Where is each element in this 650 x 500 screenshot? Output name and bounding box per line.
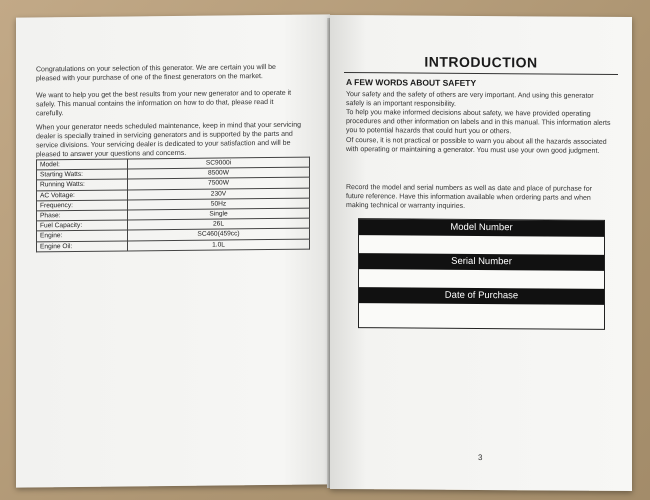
spec-value: 230V (128, 188, 310, 200)
spec-label: Engine Oil: (37, 240, 128, 251)
spec-table (36, 157, 310, 253)
spec-label: Engine: (37, 230, 128, 241)
date-of-purchase-label: Date of Purchase (359, 287, 604, 305)
spec-label: Starting Watts: (37, 169, 128, 180)
record-paragraph: Record the model and serial numbers as well as date and place of purchase for future reference. Have this information available when ordering parts and when making technical or warranty inquiries. (346, 184, 592, 210)
spec-value: 50Hz (128, 198, 310, 210)
spec-label: Fuel Capacity: (37, 220, 128, 231)
purchase-record-box (358, 218, 605, 330)
spec-value: 1.0L (128, 239, 310, 251)
right-page (330, 15, 632, 491)
spec-value: 26L (128, 218, 310, 230)
spec-label: Phase: (37, 210, 128, 221)
spec-value: SC460(459cc) (128, 228, 310, 240)
serial-number-label: Serial Number (359, 253, 604, 271)
congratulations-paragraph: Congratulations on your selection of this generator. We are certain you will be pleased with your purchase of one of the finest generators on the market. (36, 63, 276, 83)
page-title: INTRODUCTION (424, 53, 538, 71)
spec-value: 7500W (128, 177, 310, 189)
spec-value: 8500W (128, 167, 310, 179)
help-paragraph: We want to help you get the best results from your new generator and to operate it safely. This manual contains the information on how to do that, please read it carefully. (36, 89, 292, 118)
dealer-paragraph: When your generator needs scheduled maintenance, keep in mind that your servicing dealer is specially trained in servicing generators and is supported by the parts and service divisions. Your servicing dealer is dedicated to your satisfaction and will be pleased to answer your questions and concerns. (36, 121, 301, 159)
spec-label: Model: (37, 159, 128, 170)
safety-paragraph-3: Of course, it is not practical or possible to warn you about all the hazards associated with operating or maintaining a generator. You must use your own good judgment. (346, 137, 607, 155)
model-number-label: Model Number (359, 219, 604, 237)
spec-value: Single (128, 208, 310, 220)
spec-label: Running Watts: (37, 179, 128, 190)
safety-paragraph: Your safety and the safety of others are very important. And using this generator safely is an important responsibility. (346, 91, 594, 108)
safety-paragraph-2: To help you make informed decisions about safety, we have provided operating procedures and other information on labels and in this manual. This information alerts you to potential hazards that could hurt you or others. (346, 109, 611, 136)
left-page (16, 14, 330, 487)
title-divider (344, 72, 618, 75)
spec-value: SC9000i (128, 157, 310, 169)
table-row (37, 239, 310, 252)
spec-label: AC Voltage: (37, 190, 128, 201)
spec-label: Frequency: (37, 200, 128, 211)
safety-heading: A FEW WORDS ABOUT SAFETY (346, 77, 477, 88)
page-number: 3 (478, 452, 483, 463)
